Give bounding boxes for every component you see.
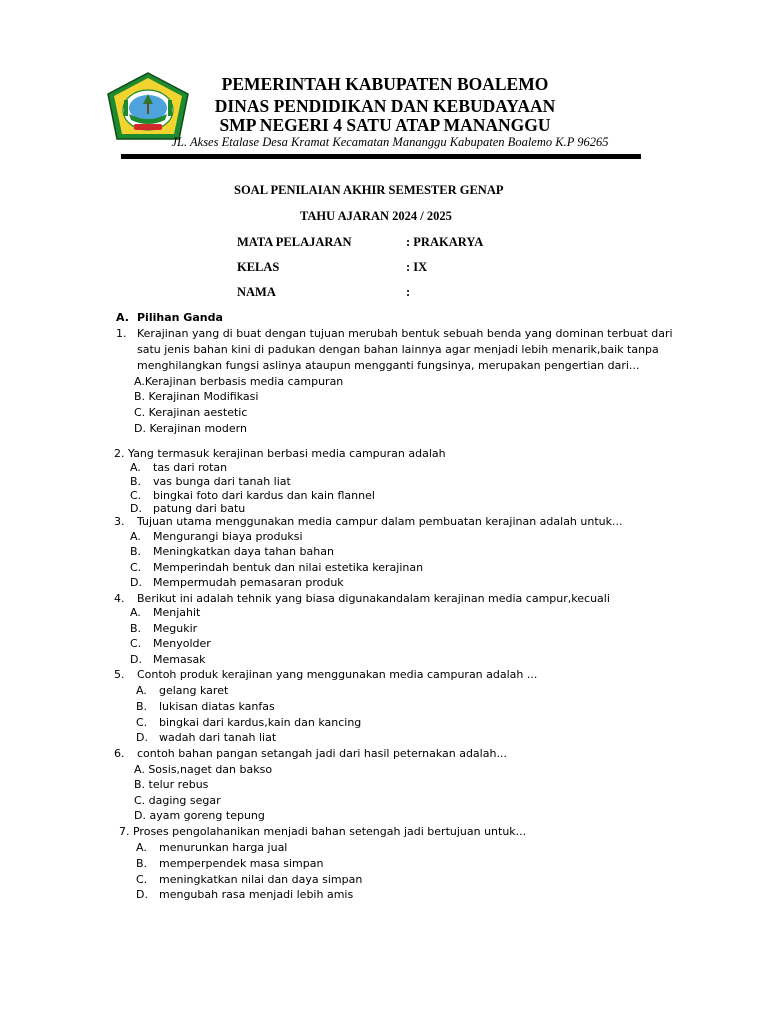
option-letter: A. [130, 530, 141, 543]
option-letter: D. [136, 731, 148, 744]
answer-option: A. Sosis,naget dan bakso [134, 763, 273, 776]
department-name: DINAS PENDIDIKAN DAN KEBUDAYAAN [214, 96, 556, 116]
kabupaten-boalemo-emblem [107, 72, 189, 140]
option-letter: C. [136, 716, 148, 729]
option-letter: D. [130, 576, 142, 589]
option-text: patung dari batu [153, 502, 246, 515]
option-letter: B. [130, 622, 142, 635]
question-text: 7. Proses pengolahanikan menjadi bahan setengah jadi bertujuan untuk... [119, 825, 527, 838]
option-text: Menyolder [153, 637, 211, 650]
section-title: Pilihan Ganda [137, 311, 223, 324]
answer-option: D. Kerajinan modern [134, 422, 247, 435]
option-text: lukisan diatas kanfas [159, 700, 275, 713]
option-text: menurunkan harga jual [159, 841, 288, 854]
question-text: 2. Yang termasuk kerajinan berbasi media campuran adalah [114, 447, 446, 460]
subject-value: : PRAKARYA [406, 235, 484, 249]
question-text-line: menghilangkan fungsi aslinya ataupun mengganti fungsinya, merupakan pengertian dari... [137, 359, 640, 372]
option-text: vas bunga dari tanah liat [153, 475, 291, 488]
answer-option: C. Kerajinan aestetic [134, 406, 248, 419]
question-number: 1. [116, 327, 127, 340]
subject-label: MATA PELAJARAN [237, 235, 352, 249]
option-text: tas dari rotan [153, 461, 228, 474]
option-text: wadah dari tanah liat [159, 731, 277, 744]
option-letter: B. [130, 545, 142, 558]
option-text: Mempermudah pemasaran produk [153, 576, 344, 589]
option-letter: B. [136, 700, 148, 713]
option-letter: C. [130, 637, 142, 650]
question-number: 6. [114, 747, 125, 760]
option-letter: B. [130, 475, 142, 488]
answer-option: C. daging segar [134, 794, 221, 807]
option-letter: C. [130, 489, 142, 502]
question-number: 3. [114, 515, 125, 528]
letterhead-divider [121, 154, 641, 159]
school-name: SMP NEGERI 4 SATU ATAP MANANGGU [219, 115, 551, 135]
option-text: bingkai dari kardus,kain dan kancing [159, 716, 362, 729]
option-letter: A. [130, 461, 141, 474]
option-text: mengubah rasa menjadi lebih amis [159, 888, 354, 901]
option-text: Mengurangi biaya produksi [153, 530, 303, 543]
name-label: NAMA [237, 285, 276, 299]
option-text: Menjahit [153, 606, 201, 619]
exam-title: SOAL PENILAIAN AKHIR SEMESTER GENAP [234, 183, 504, 197]
question-text-line: satu jenis bahan kini di padukan dengan bahan lainnya agar menjadi lebih menarik,baik tanpa [137, 343, 659, 356]
option-letter: A. [136, 841, 147, 854]
option-letter: D. [130, 653, 142, 666]
name-value: : [406, 285, 411, 299]
question-text: contoh bahan pangan setangah jadi dari hasil peternakan adalah... [137, 747, 507, 760]
option-letter: D. [136, 888, 148, 901]
option-letter: A. [136, 684, 147, 697]
option-text: Meningkatkan daya tahan bahan [153, 545, 334, 558]
option-letter: C. [136, 873, 148, 886]
academic-year: TAHU AJARAN 2024 / 2025 [300, 209, 452, 223]
school-address: JL. Akses Etalase Desa Kramat Kecamatan Mananggu Kabupaten Boalemo K.P 96265 [171, 135, 609, 149]
question-number: 4. [114, 592, 125, 605]
option-text: Megukir [153, 622, 198, 635]
option-text: gelang karet [159, 684, 229, 697]
option-text: Memperindah bentuk dan nilai estetika kerajinan [153, 561, 424, 574]
question-text: Contoh produk kerajinan yang menggunakan media campuran adalah ... [137, 668, 538, 681]
option-letter: C. [130, 561, 142, 574]
question-number: 5. [114, 668, 125, 681]
answer-option: A.Kerajinan berbasis media campuran [134, 375, 344, 388]
answer-option: B. Kerajinan Modifikasi [134, 390, 259, 403]
class-value: : IX [406, 260, 428, 274]
government-name: PEMERINTAH KABUPATEN BOALEMO [221, 74, 549, 94]
option-text: Memasak [153, 653, 206, 666]
answer-option: B. telur rebus [134, 778, 209, 791]
option-text: meningkatkan nilai dan daya simpan [159, 873, 363, 886]
question-text-line: Kerajinan yang di buat dengan tujuan merubah bentuk sebuah benda yang dominan terbuat dari [137, 327, 673, 340]
question-text: Tujuan utama menggunakan media campur dalam pembuatan kerajinan adalah untuk... [137, 515, 623, 528]
option-letter: B. [136, 857, 148, 870]
question-text: Berikut ini adalah tehnik yang biasa digunakandalam kerajinan media campur,kecuali [137, 592, 610, 605]
option-text: bingkai foto dari kardus dan kain flannel [153, 489, 375, 502]
class-label: KELAS [237, 260, 280, 274]
answer-option: D. ayam goreng tepung [134, 809, 265, 822]
option-letter: D. [130, 502, 142, 515]
option-text: memperpendek masa simpan [159, 857, 324, 870]
section-marker: A. [116, 311, 129, 324]
option-letter: A. [130, 606, 141, 619]
